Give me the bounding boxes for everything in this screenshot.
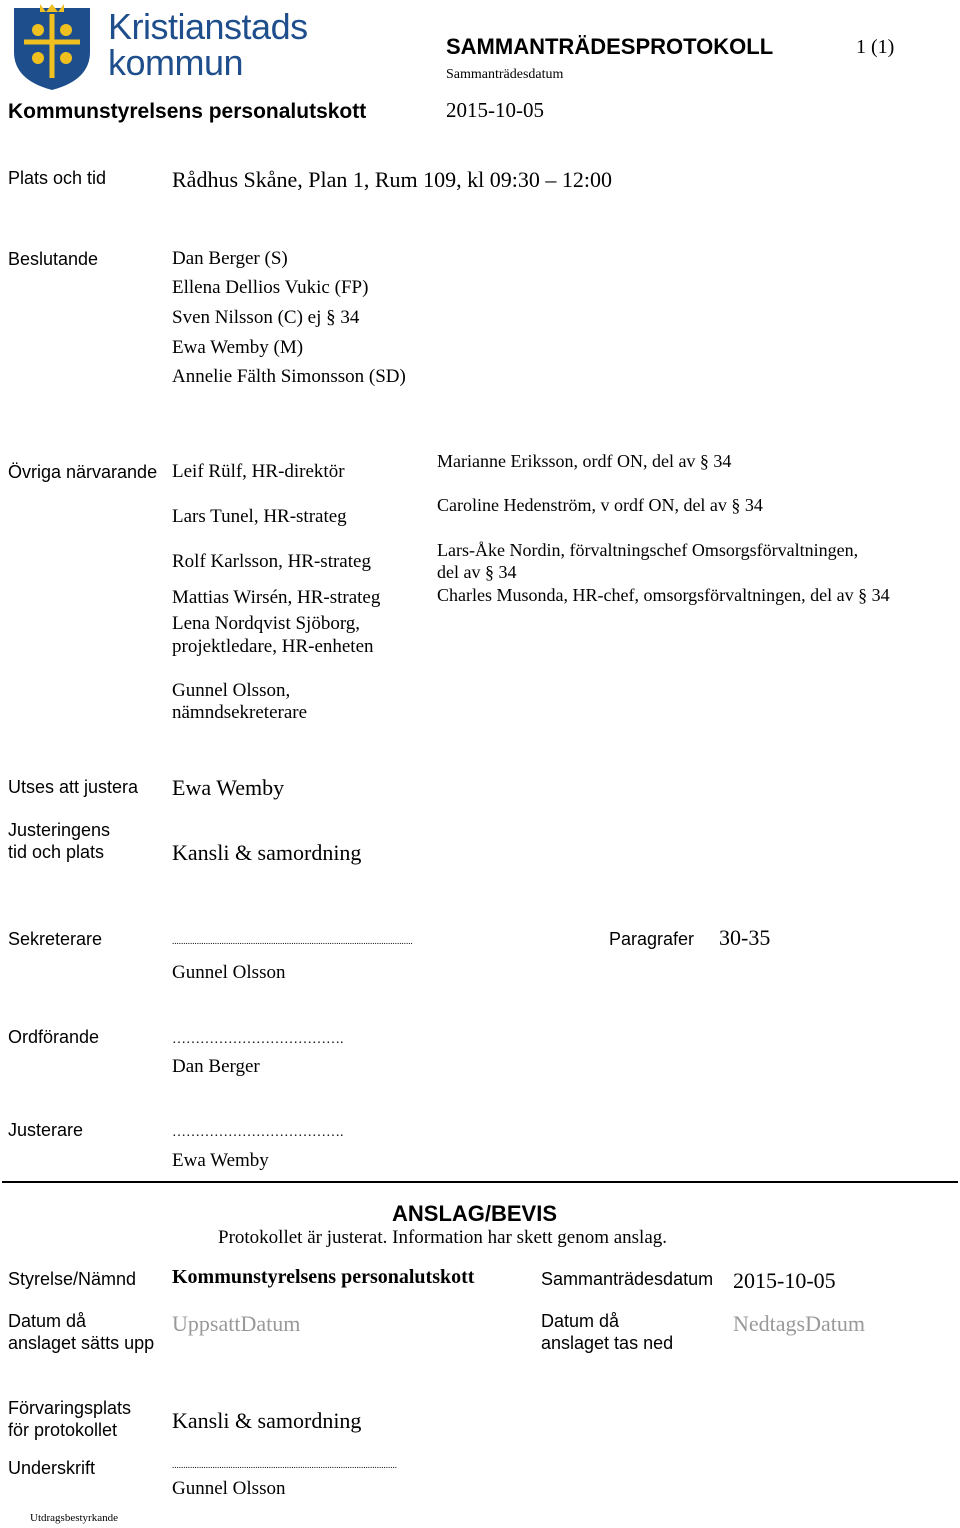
page-number: 1 (1) [856, 36, 895, 58]
other-attendee: Rolf Karlsson, HR-strateg [172, 551, 371, 572]
other-attendee: Lars Tunel, HR-strateg [172, 506, 347, 527]
chair-signature-line: ………………………………. [172, 1032, 344, 1047]
footer-certified-extract: Utdragsbestyrkande [30, 1512, 118, 1524]
deciding-member: Ewa Wemby (M) [172, 337, 304, 358]
other-attendee: del av § 34 [437, 562, 517, 582]
posted-date-label: Datum då [8, 1311, 87, 1331]
signature-name: Gunnel Olsson [172, 1478, 286, 1499]
secretary-name: Gunnel Olsson [172, 962, 286, 983]
other-attendee: nämndsekreterare [172, 702, 308, 723]
committee-name: Kommunstyrelsens personalutskott [8, 100, 367, 123]
notice-subtitle: Protokollet är justerat. Information har skett genom anslag. [218, 1227, 668, 1248]
coat-of-arms-logo [10, 2, 94, 92]
adjust-time-label: Justeringens [8, 820, 111, 840]
deciding-member: Ellena Dellios Vukic (FP) [172, 277, 369, 298]
chair-name: Dan Berger [172, 1056, 260, 1077]
document-type-title: SAMMANTRÄDESPROTOKOLL [446, 34, 774, 59]
deciding-member: Sven Nilsson (C) ej § 34 [172, 307, 360, 328]
notice-meeting-date: 2015-10-05 [733, 1268, 836, 1293]
other-attendee: Mattias Wirsén, HR-strateg [172, 587, 381, 608]
other-attendee: Marianne Eriksson, ordf ON, del av § 34 [437, 451, 732, 471]
removed-date-field[interactable]: NedtagsDatum [733, 1311, 865, 1336]
removed-date-label: anslaget tas ned [541, 1333, 674, 1353]
deciding-label: Beslutande [8, 249, 99, 269]
other-attendee: Leif Rülf, HR-direktör [172, 461, 345, 482]
logo-text-line2: kommun [108, 42, 244, 83]
board-label: Styrelse/Nämnd [8, 1269, 137, 1289]
storage-place: Kansli & samordning [172, 1408, 362, 1433]
deciding-member: Dan Berger (S) [172, 248, 288, 269]
paragraphs-value: 30-35 [719, 925, 771, 950]
other-attendee: Caroline Hedenström, v ordf ON, del av § 34 [437, 495, 763, 515]
chair-label: Ordförande [8, 1027, 100, 1047]
other-attendee: projektledare, HR-enheten [172, 636, 374, 657]
other-attendee: Charles Musonda, HR-chef, omsorgsförvaltningen, del av § 34 [437, 585, 890, 605]
notice-meeting-date-label: Sammanträdesdatum [541, 1269, 714, 1289]
secretary-signature-line: ........................................................................................................... [172, 936, 413, 946]
posted-date-label: anslaget sätts upp [8, 1333, 155, 1353]
signature-label: Underskrift [8, 1458, 96, 1478]
logo-text-line1: Kristianstads [108, 6, 308, 47]
secretary-label: Sekreterare [8, 929, 103, 949]
adjust-label: Utses att justera [8, 777, 139, 797]
board-name: Kommunstyrelsens personalutskott [172, 1266, 475, 1288]
adjust-person: Ewa Wemby [172, 775, 285, 800]
place-label: Plats och tid [8, 168, 107, 188]
signature-line: .................................................................................................... [172, 1460, 397, 1470]
paragraphs-label: Paragrafer [609, 929, 695, 949]
meeting-date: 2015-10-05 [446, 98, 544, 122]
other-attendee: Lars-Åke Nordin, förvaltningschef Omsorgsförvaltningen, [437, 540, 859, 560]
section-divider [2, 1181, 958, 1183]
other-attendee: Gunnel Olsson, [172, 680, 291, 701]
storage-label: Förvaringsplats [8, 1398, 132, 1418]
adjust-time-label: tid och plats [8, 842, 105, 862]
notice-title: ANSLAG/BEVIS [392, 1201, 558, 1226]
storage-label: för protokollet [8, 1420, 118, 1440]
others-present-label: Övriga närvarande [8, 462, 158, 482]
adjuster-label: Justerare [8, 1120, 84, 1140]
place-value: Rådhus Skåne, Plan 1, Rum 109, kl 09:30 – 12:00 [172, 167, 612, 192]
adjuster-signature-line: ………………………………. [172, 1125, 344, 1140]
meeting-date-label: Sammanträdesdatum [446, 67, 564, 82]
adjust-place: Kansli & samordning [172, 840, 362, 865]
removed-date-label: Datum då [541, 1311, 620, 1331]
other-attendee: Lena Nordqvist Sjöborg, [172, 613, 361, 634]
posted-date-field[interactable]: UppsattDatum [172, 1311, 301, 1336]
deciding-member: Annelie Fälth Simonsson (SD) [172, 366, 406, 387]
adjuster-name: Ewa Wemby [172, 1150, 269, 1171]
